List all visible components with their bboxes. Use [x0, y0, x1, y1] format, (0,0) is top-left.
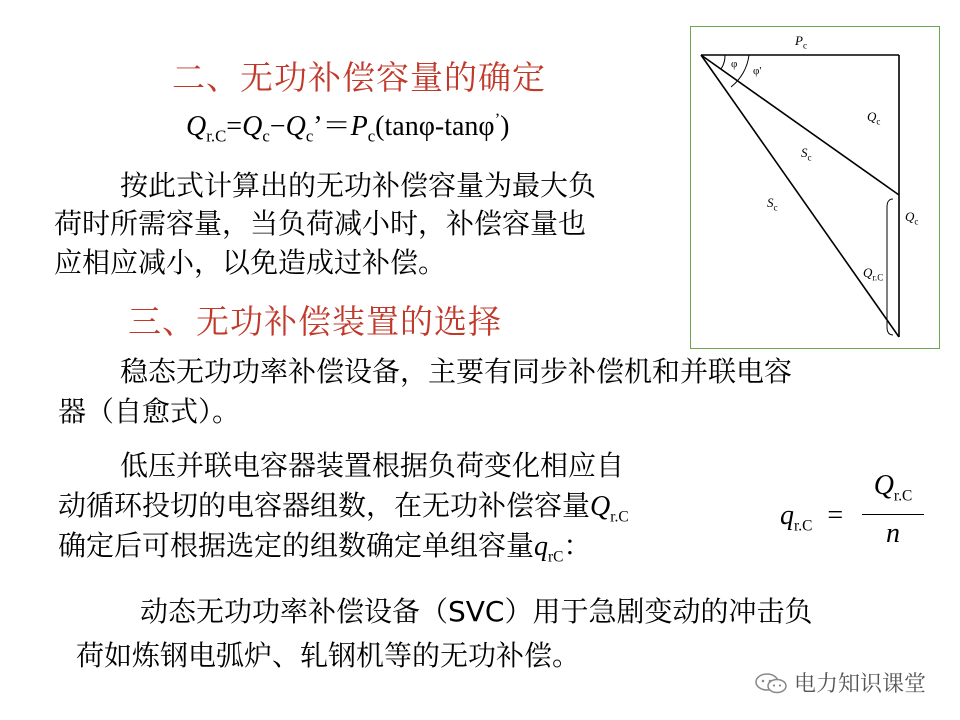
section3-para3-line-1: 动态无功功率补偿设备（SVC）用于急剧变动的冲击负 — [140, 595, 813, 628]
section3-para3-line-2: 荷如炼钢电弧炉、轧钢机等的无功补偿。 — [76, 639, 581, 672]
section2-line-2: 荷时所需容量，当负荷减小时，补偿容量也 — [54, 207, 587, 240]
section2-line-3: 应相应减小，以免造成过补偿。 — [54, 246, 447, 279]
power-triangle-diagram — [690, 26, 940, 349]
label-qc-prime: $Q_c$ — [867, 109, 881, 127]
section2-line-1: 按此式计算出的无功补偿容量为最大负 — [120, 169, 597, 202]
wechat-icon — [754, 672, 788, 694]
section3-para1-line-1: 稳态无功功率补偿设备，主要有同步补偿机和并联电容 — [120, 355, 793, 388]
label-phi: φ — [731, 58, 738, 70]
section3-para1-line-2: 器（自愈式）。 — [58, 395, 241, 428]
section3-para2-line-2: 动循环投切的电容器组数，在无功补偿容量$Q_{r.C}$ — [58, 489, 629, 526]
compensation-formula: $Q_{r.C}=Q_c-Q_c’=P_c(\tan\varphi-\tan\varphi^’)$ — [186, 109, 510, 146]
watermark-text: 电力知识课堂 — [793, 672, 926, 697]
label-phi-prime: φ' — [753, 65, 762, 77]
label-qrc: $Q_{r.C}$ — [863, 265, 884, 283]
label-pc: $P_c$ — [795, 33, 807, 51]
section2-title: 二、无功补偿容量的确定 — [172, 58, 546, 97]
label-sc: $S_c$ — [767, 195, 778, 213]
label-qc: $Q_c$ — [905, 209, 919, 227]
section3-para2-line-1: 低压并联电容器装置根据负荷变化相应自 — [120, 449, 625, 482]
label-sc-prime: $S_c$ — [801, 145, 812, 163]
watermark — [754, 667, 926, 698]
section3-title: 三、无功补偿装置的选择 — [128, 302, 502, 341]
section3-para2-line-3: 确定后可根据选定的组数确定单组容量$q_{rC}$： — [58, 529, 592, 566]
